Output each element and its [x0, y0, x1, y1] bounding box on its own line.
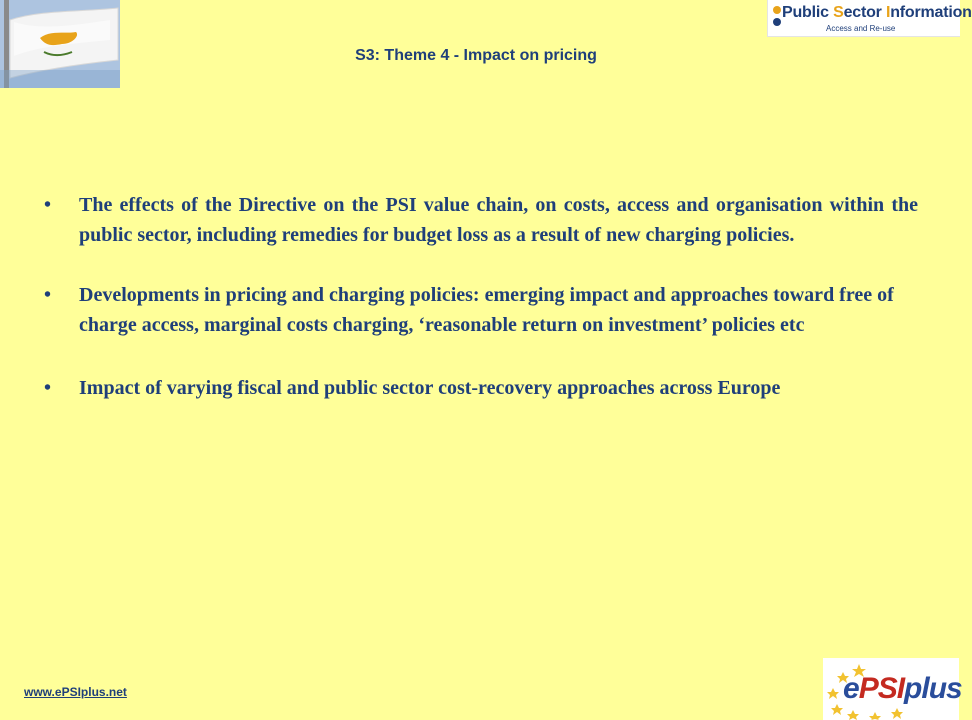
epsiplus-website-link[interactable]: www.ePSIplus.net: [24, 685, 127, 699]
bullet-text: The effects of the Directive on the PSI value chain, on costs, access and organisation within the public sector, including remedies for budget loss as a result of new charging policies.: [79, 194, 918, 246]
cyprus-flag-icon: [0, 0, 120, 88]
bullet-marker: •: [44, 284, 52, 306]
epsiplus-logo-text: ePSIplus: [843, 672, 962, 705]
slide-title: S3: Theme 4 - Impact on pricing: [355, 47, 597, 64]
bullet-item: [44, 366, 879, 410]
bullet-text: Impact of varying fiscal and public sector cost-recovery approaches across Europe: [79, 377, 781, 399]
psi-logo: [767, 0, 972, 37]
psi-logo-subtitle: Access and Re-use: [826, 24, 896, 33]
bullet-item: [44, 280, 918, 340]
bullet-marker: •: [44, 377, 52, 399]
bullet-marker: •: [44, 194, 52, 216]
bullet-list: [44, 190, 918, 410]
epsiplus-logo: [823, 658, 962, 720]
psi-logo-title: Public Sector Information: [782, 4, 972, 21]
bullet-text: Developments in pricing and charging policies: emerging impact and approaches toward free of charge access, marginal costs charging, ‘reasonable return on investment’ policies etc: [79, 284, 894, 336]
bullet-item: [44, 190, 918, 250]
